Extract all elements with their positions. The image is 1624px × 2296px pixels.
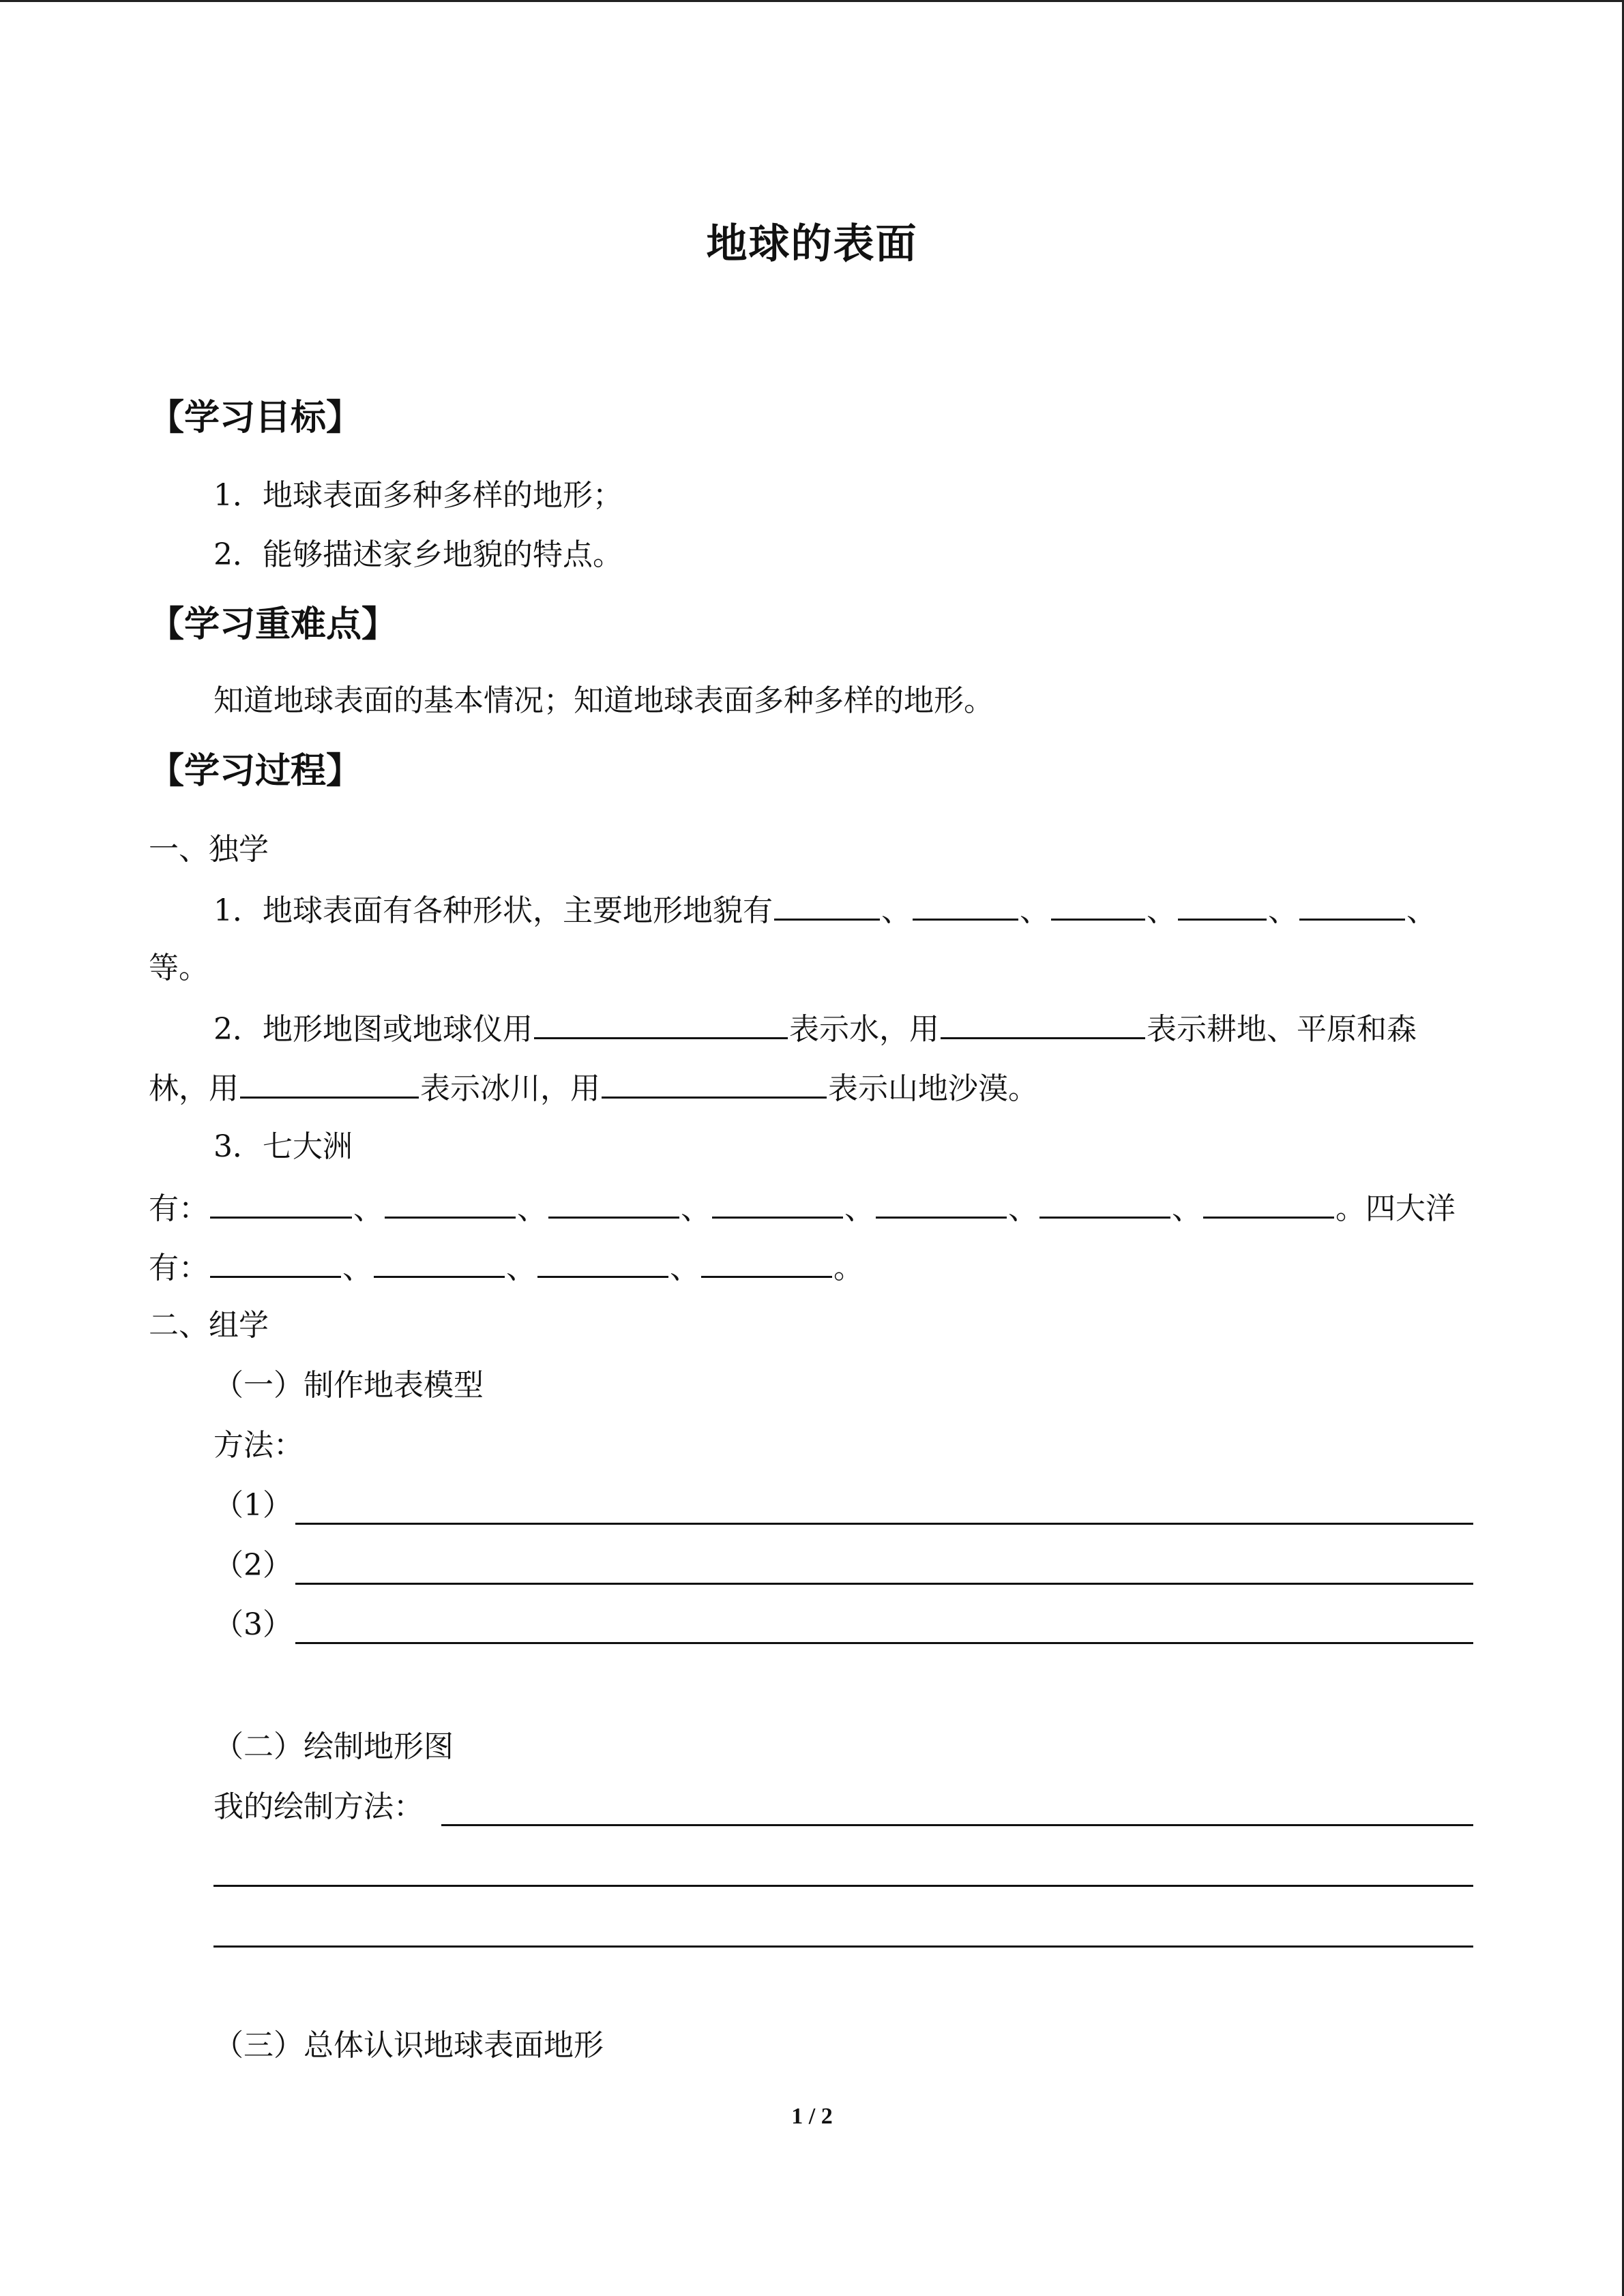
step-1-label: （1）: [213, 1488, 293, 1523]
part1-heading: 一、独学: [149, 832, 269, 867]
section-key-points: 【学习重难点】: [149, 604, 398, 645]
draw-method-line-2[interactable]: [213, 1885, 1473, 1887]
draw-method-line-1[interactable]: [441, 1824, 1473, 1826]
goal-item-2: 2．能够描述家乡地貌的特点。: [213, 537, 623, 572]
separator: 、: [1008, 1191, 1038, 1226]
step-3-label: （3）: [213, 1607, 293, 1642]
separator: 、: [1147, 893, 1177, 928]
question-2-text-d: 林，用: [149, 1071, 239, 1106]
question-2-text-e: 表示冰川，用: [420, 1071, 600, 1106]
blank-continent-5[interactable]: [876, 1187, 1007, 1219]
separator: 、: [681, 1191, 711, 1226]
blank-desert-symbol[interactable]: [602, 1067, 827, 1099]
page-title: 地球的表面: [706, 220, 918, 268]
separator: 、: [670, 1251, 700, 1285]
blank-ocean-1[interactable]: [210, 1246, 341, 1278]
blank-continent-2[interactable]: [385, 1187, 516, 1219]
key-points-text: 知道地球表面的基本情况；知道地球表面多种多样的地形。: [213, 683, 994, 718]
blank-landform-1[interactable]: [774, 889, 880, 921]
separator: 、: [506, 1251, 536, 1285]
oceans-label: 有：: [149, 1251, 209, 1285]
draw-method-label: 我的绘制方法：: [213, 1789, 424, 1824]
separator: 、: [1268, 893, 1298, 928]
page-number: 1 / 2: [791, 2104, 833, 2129]
sub-section-1: （一）制作地表模型: [213, 1368, 484, 1403]
separator: 、: [353, 1191, 383, 1226]
part2-heading: 二、组学: [149, 1308, 269, 1343]
oceans-end: 。: [833, 1251, 863, 1285]
question-2-text-f: 表示山地沙漠。: [828, 1071, 1038, 1106]
question-3-oceans: [149, 1246, 863, 1289]
blank-ocean-4[interactable]: [701, 1246, 832, 1278]
blank-continent-1[interactable]: [210, 1187, 352, 1219]
separator: 、: [844, 1191, 874, 1226]
blank-landform-5[interactable]: [1299, 889, 1405, 921]
question-1-end: 等。: [149, 951, 209, 985]
question-3-text: 3．七大洲: [213, 1129, 353, 1164]
blank-continent-3[interactable]: [548, 1187, 679, 1219]
question-2-text-b: 表示水，用: [789, 1012, 939, 1047]
question-2-text-c: 表示耕地、平原和森: [1147, 1012, 1417, 1047]
page-border-top: [0, 0, 1624, 2]
sub-section-2: （二）绘制地形图: [213, 1729, 454, 1764]
step-2-answer-line[interactable]: [295, 1583, 1473, 1585]
blank-landform-4[interactable]: [1178, 889, 1267, 921]
separator: 、: [517, 1191, 547, 1226]
blank-landform-2[interactable]: [913, 889, 1018, 921]
question-3-continents: [149, 1187, 1456, 1229]
separator: 、: [1406, 893, 1436, 928]
step-2-label: （2）: [213, 1548, 293, 1583]
question-2-line-2: [149, 1067, 1038, 1109]
separator: 、: [1020, 893, 1050, 928]
method-label: 方法：: [213, 1428, 304, 1463]
oceans-prefix: 。四大洋: [1335, 1191, 1456, 1226]
question-2-line-1: [213, 1007, 1417, 1050]
step-1-answer-line[interactable]: [295, 1523, 1473, 1525]
separator: 、: [342, 1251, 372, 1285]
separator: 、: [1172, 1191, 1202, 1226]
blank-plain-symbol[interactable]: [941, 1007, 1145, 1039]
question-1-text: 1．地球表面有各种形状，主要地形地貌有: [213, 893, 773, 928]
blank-ocean-2[interactable]: [374, 1246, 505, 1278]
blank-continent-6[interactable]: [1039, 1187, 1170, 1219]
goal-item-1: 1．地球表面多种多样的地形；: [213, 478, 623, 513]
blank-continent-4[interactable]: [712, 1187, 843, 1219]
continents-label: 有：: [149, 1191, 209, 1226]
blank-continent-7[interactable]: [1203, 1187, 1334, 1219]
step-3-answer-line[interactable]: [295, 1642, 1473, 1644]
section-goals: 【学习目标】: [149, 398, 362, 438]
sub-section-3: （三）总体认识地球表面地形: [213, 2028, 604, 2063]
blank-water-symbol[interactable]: [534, 1007, 788, 1039]
blank-ocean-3[interactable]: [537, 1246, 668, 1278]
question-2-text-a: 2．地形地图或地球仪用: [213, 1012, 533, 1047]
separator: 、: [881, 893, 911, 928]
blank-glacier-symbol[interactable]: [240, 1067, 419, 1099]
draw-method-line-3[interactable]: [213, 1945, 1473, 1948]
section-process: 【学习过程】: [149, 751, 362, 792]
question-1: [213, 889, 1436, 931]
blank-landform-3[interactable]: [1051, 889, 1145, 921]
